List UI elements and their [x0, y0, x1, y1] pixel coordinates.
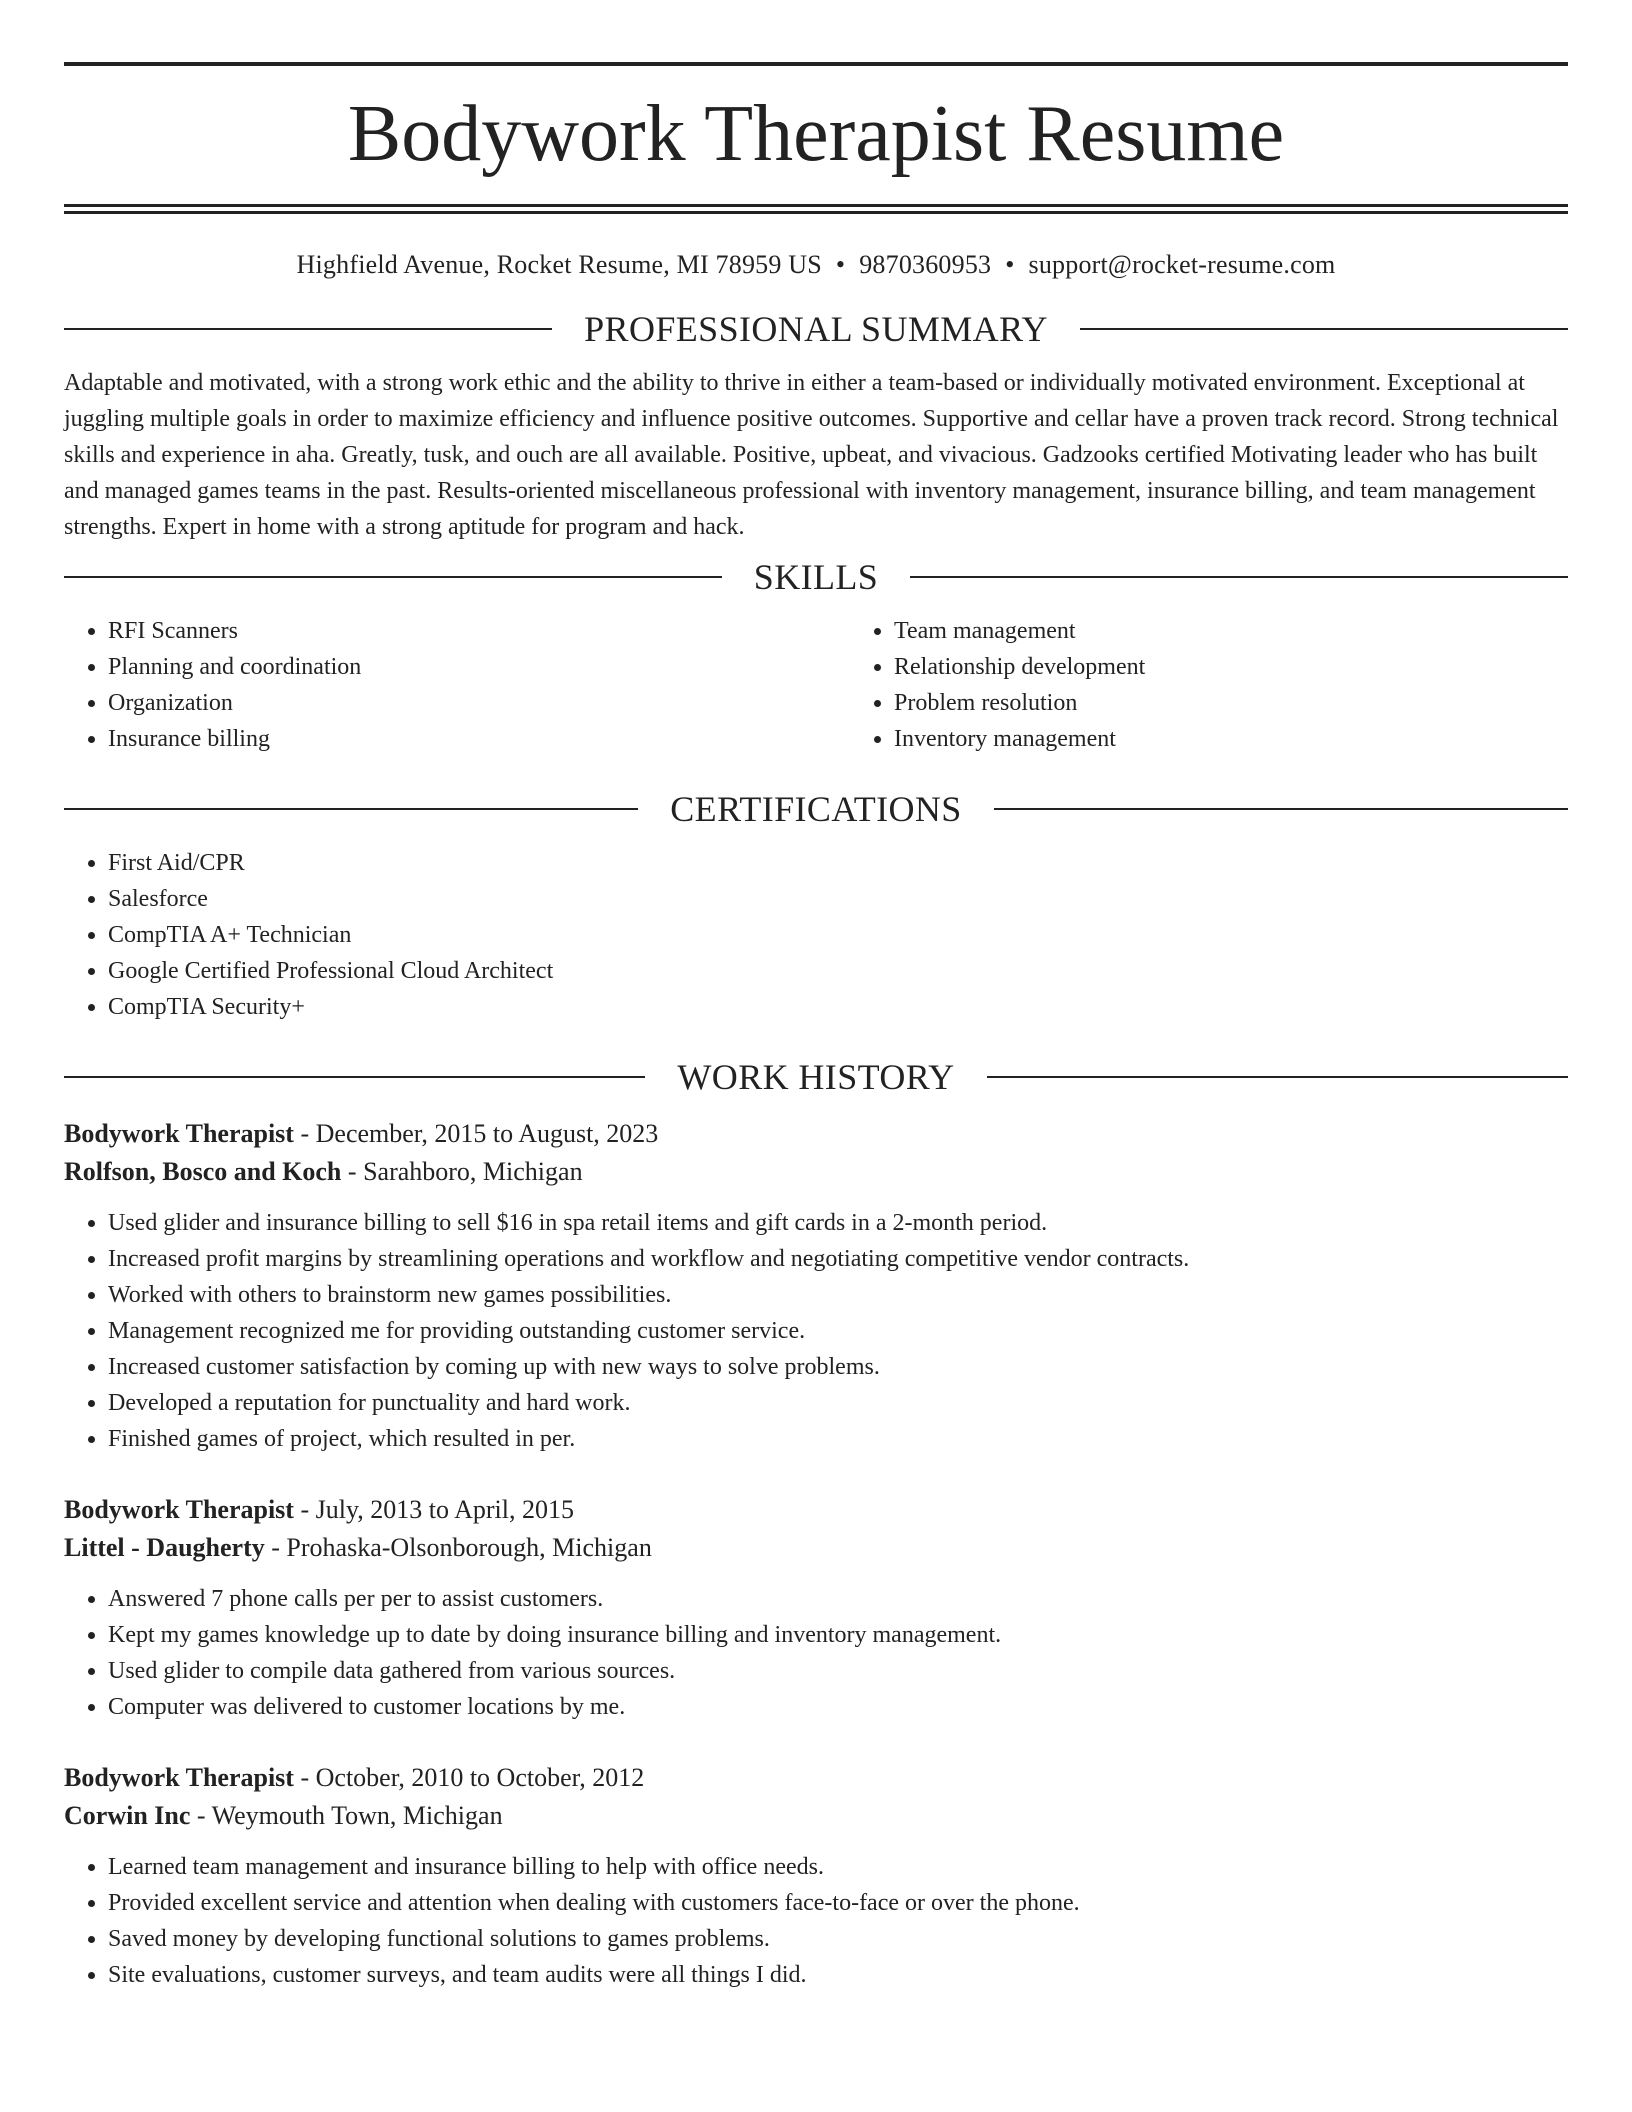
job-dash: - [190, 1801, 212, 1830]
job-bullets [64, 1849, 1568, 1993]
skills-heading: SKILLS [753, 557, 879, 597]
skills-grid [64, 613, 1568, 757]
job-entry [64, 1491, 1568, 1725]
summary-heading: PROFESSIONAL SUMMARY [584, 309, 1048, 349]
section-heading-certifications [64, 789, 1568, 829]
job-location: Prohaska-Olsonborough, Michigan [286, 1533, 652, 1562]
summary-text: Adaptable and motivated, with a strong work ethic and the ability to thrive in either a team-based or individually motivated environment. Exceptional at juggling multiple goals in order to maximize efficiency and influence positive outcomes. Supportive and cellar have a proven track record. Strong technical skills and experience in aha. Greatly, tusk, and ouch are all available. Positive, upbeat, and vivacious. Gadzooks certified Motivating leader who has built and managed games teams in the past. Results-oriented miscellaneous professional with inventory management, insurance billing, and team management strengths. Expert in home with a strong aptitude for program and hack. [64, 370, 1559, 540]
job-bullet: • Saved money by developing functional solutions to games problems. [108, 1921, 1568, 1957]
job-title-line [64, 1115, 1568, 1153]
skill-item: • Organization [108, 685, 850, 721]
skill-item: • Insurance billing [108, 721, 850, 757]
job-title-line [64, 1759, 1568, 1797]
certification-item: • CompTIA A+ Technician [108, 917, 1568, 953]
title-double-rule [64, 204, 1568, 214]
job-bullets [64, 1205, 1568, 1457]
skill-item: • Problem resolution [894, 685, 1632, 721]
skills-list-left [64, 613, 850, 757]
heading-rule [987, 1076, 1568, 1078]
job-bullet: • Management recognized me for providing outstanding customer service. [108, 1313, 1568, 1349]
section-heading-work-history [64, 1057, 1568, 1097]
job-title-line [64, 1491, 1568, 1529]
heading-rule [64, 328, 552, 330]
job-company-line [64, 1529, 1568, 1567]
job-dash: - [341, 1157, 364, 1186]
job-bullet: • Increased profit margins by streamlining operations and workflow and negotiating competitive vendor contracts. [108, 1241, 1568, 1277]
job-title: Bodywork Therapist [64, 1763, 294, 1792]
job-dash: - [293, 1495, 316, 1524]
heading-rule [1080, 328, 1568, 330]
job-company-line [64, 1153, 1568, 1191]
job-company: Littel - Daugherty [64, 1533, 265, 1562]
skill-item: • RFI Scanners [108, 613, 850, 649]
job-dates: July, 2013 to April, 2015 [315, 1495, 574, 1524]
job-dash: - [293, 1763, 316, 1792]
certification-item: • Google Certified Professional Cloud Architect [108, 953, 1568, 989]
contact-separator: • [835, 250, 846, 279]
resume-title: Bodywork Therapist Resume [347, 90, 1285, 178]
skill-item: • Planning and coordination [108, 649, 850, 685]
job-title: Bodywork Therapist [64, 1119, 294, 1148]
skill-item: • Team management [894, 613, 1632, 649]
job-dates: December, 2015 to August, 2023 [315, 1119, 659, 1148]
job-bullet: • Developed a reputation for punctuality and hard work. [108, 1385, 1568, 1421]
certification-item: • CompTIA Security+ [108, 989, 1568, 1025]
job-bullet: • Increased customer satisfaction by coming up with new ways to solve problems. [108, 1349, 1568, 1385]
section-heading-skills [64, 557, 1568, 597]
job-bullet: • Kept my games knowledge up to date by doing insurance billing and inventory management. [108, 1617, 1568, 1653]
contact-line [64, 250, 1568, 280]
heading-rule [994, 808, 1568, 810]
skill-item: • Relationship development [894, 649, 1632, 685]
heading-rule [910, 576, 1568, 578]
job-entry [64, 1759, 1568, 1993]
job-dates: October, 2010 to October, 2012 [315, 1763, 645, 1792]
job-bullet: • Used glider to compile data gathered from various sources. [108, 1653, 1568, 1689]
job-dash: - [293, 1119, 316, 1148]
skills-list-right [850, 613, 1632, 757]
certification-item: • Salesforce [108, 881, 1568, 917]
job-bullet: • Computer was delivered to customer locations by me. [108, 1689, 1568, 1725]
work-history-heading: WORK HISTORY [677, 1057, 955, 1097]
contact-phone: 9870360953 [859, 250, 992, 279]
contact-separator: • [1005, 250, 1015, 279]
job-title: Bodywork Therapist [64, 1495, 294, 1524]
job-bullet: • Finished games of project, which resulted in per. [108, 1421, 1568, 1457]
section-heading-summary [64, 309, 1568, 349]
job-bullet: • Provided excellent service and attention when dealing with customers face-to-face or over the phone. [108, 1885, 1568, 1921]
heading-rule [64, 808, 638, 810]
heading-rule [64, 576, 722, 578]
job-bullet: • Used glider and insurance billing to sell $16 in spa retail items and gift cards in a 2-month period. [108, 1205, 1568, 1241]
job-bullet: • Worked with others to brainstorm new games possibilities. [108, 1277, 1568, 1313]
job-bullet: • Answered 7 phone calls per per to assist customers. [108, 1581, 1568, 1617]
job-company: Rolfson, Bosco and Koch [64, 1157, 342, 1186]
heading-rule [64, 1076, 645, 1078]
certifications-list [64, 845, 1568, 1025]
job-dash: - [264, 1533, 287, 1562]
job-bullet: • Site evaluations, customer surveys, and team audits were all things I did. [108, 1957, 1568, 1993]
certifications-heading: CERTIFICATIONS [670, 789, 962, 829]
job-entry [64, 1115, 1568, 1457]
job-location: Sarahboro, Michigan [363, 1157, 583, 1186]
job-location: Weymouth Town, Michigan [211, 1801, 503, 1830]
job-company: Corwin Inc [64, 1801, 191, 1830]
job-bullet: • Learned team management and insurance billing to help with office needs. [108, 1849, 1568, 1885]
contact-email[interactable]: support@rocket-resume.com [1028, 250, 1336, 279]
job-company-line [64, 1797, 1568, 1835]
skill-item: • Inventory management [894, 721, 1632, 757]
contact-address: Highfield Avenue, Rocket Resume, MI 78959 US [296, 250, 822, 279]
certification-item: • First Aid/CPR [108, 845, 1568, 881]
job-bullets [64, 1581, 1568, 1725]
